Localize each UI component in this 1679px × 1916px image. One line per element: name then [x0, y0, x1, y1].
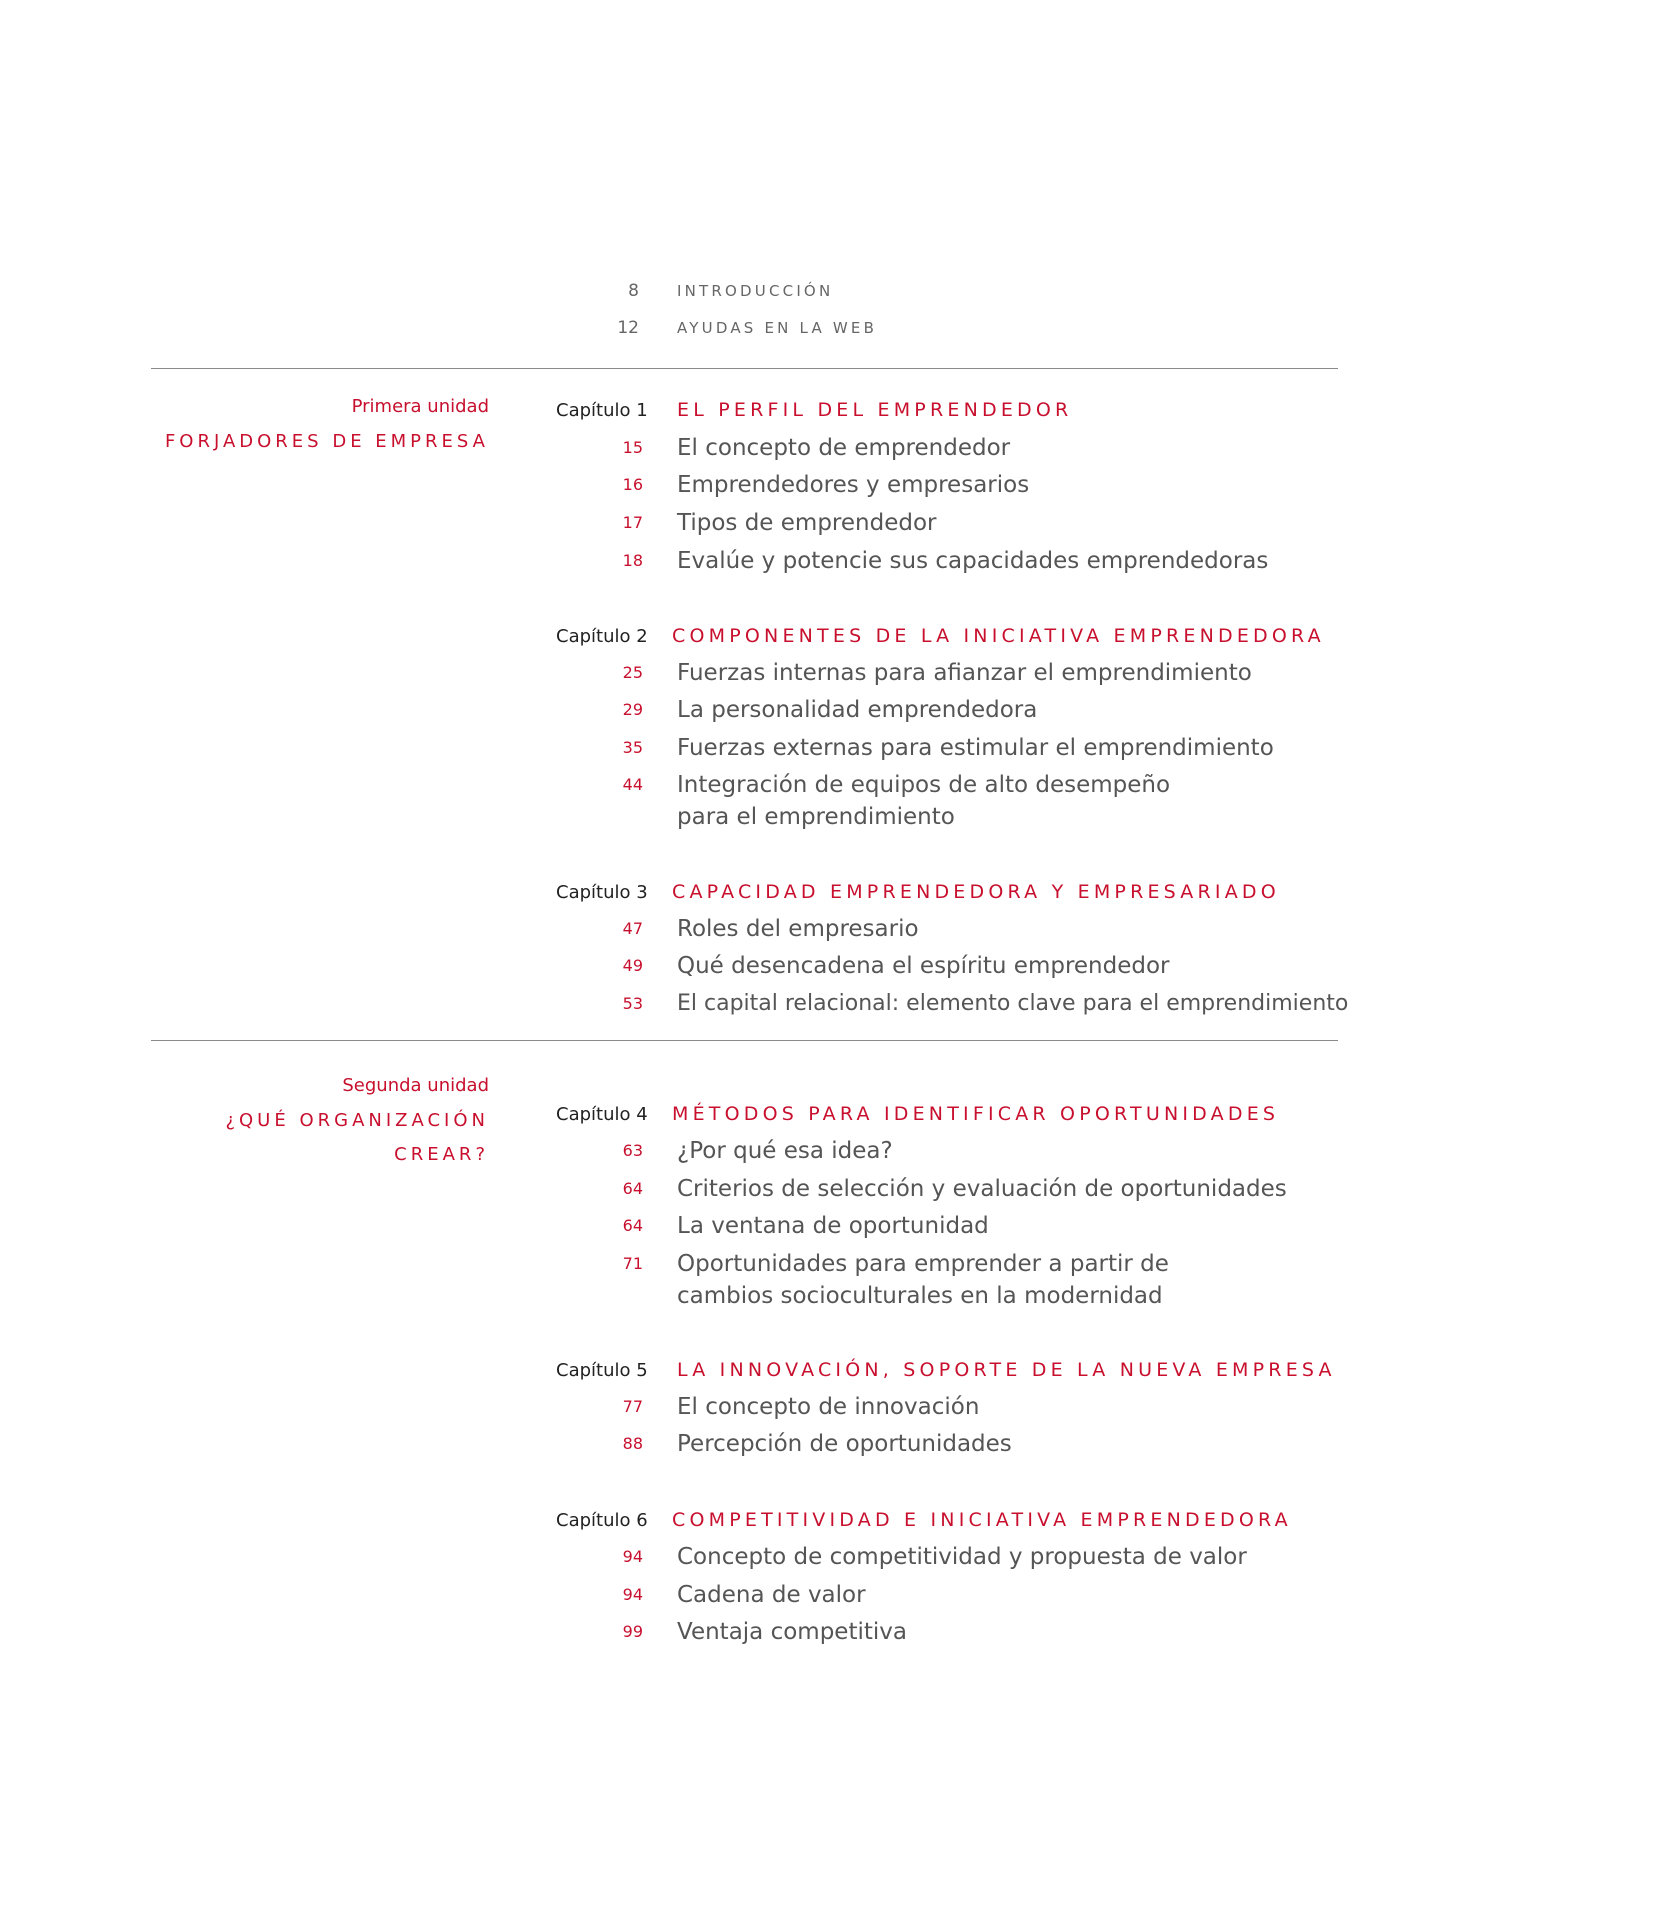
entry-title: Roles del empresario: [677, 916, 919, 942]
chapter-label: Capítulo 5: [556, 1360, 648, 1381]
entry-page: 88: [622, 1434, 643, 1453]
chapter-title: EL PERFIL DEL EMPRENDEDOR: [677, 399, 1073, 421]
entry-title: Tipos de emprendedor: [677, 510, 937, 536]
entry-page: 25: [622, 663, 643, 682]
entry-page: 16: [622, 475, 643, 494]
entry-page: 71: [622, 1254, 643, 1273]
unit-title: FORJADORES DE EMPRESA: [164, 431, 489, 452]
entry-title: Evalúe y potencie sus capacidades emprendedoras: [677, 548, 1269, 574]
entry-title: Emprendedores y empresarios: [677, 472, 1030, 498]
entry-title: El concepto de emprendedor: [677, 435, 1011, 461]
front-matter-page: 12: [617, 318, 639, 338]
entry-page: 53: [622, 994, 643, 1013]
chapter-title: LA INNOVACIÓN, SOPORTE DE LA NUEVA EMPRESA: [677, 1359, 1336, 1381]
entry-page: 94: [622, 1547, 643, 1566]
entry-title: Cadena de valor: [677, 1582, 866, 1608]
unit-label: Segunda unidad: [342, 1075, 489, 1096]
front-matter-label: INTRODUCCIÓN: [677, 282, 834, 300]
entry-page: 47: [622, 919, 643, 938]
chapter-label: Capítulo 6: [556, 1510, 648, 1531]
entry-title: Concepto de competitividad y propuesta de valor: [677, 1544, 1247, 1570]
entry-title: Criterios de selección y evaluación de oportunidades: [677, 1176, 1287, 1202]
entry-title: Fuerzas internas para afianzar el emprendimiento: [677, 660, 1252, 686]
chapter-title: CAPACIDAD EMPRENDEDORA Y EMPRESARIADO: [672, 881, 1280, 903]
entry-title: El concepto de innovación: [677, 1394, 980, 1420]
entry-title: Percepción de oportunidades: [677, 1431, 1012, 1457]
chapter-label: Capítulo 4: [556, 1104, 648, 1125]
entry-title: La ventana de oportunidad: [677, 1213, 989, 1239]
front-matter-item: [0, 314, 1679, 344]
front-matter-item: [0, 277, 1679, 307]
front-matter-page: 8: [628, 281, 639, 301]
chapter-label: Capítulo 2: [556, 626, 648, 647]
entry-page: 94: [622, 1585, 643, 1604]
chapter-title: MÉTODOS PARA IDENTIFICAR OPORTUNIDADES: [672, 1103, 1280, 1125]
entry-title: ¿Por qué esa idea?: [677, 1138, 893, 1164]
entry-page: 29: [622, 700, 643, 719]
section-divider: [151, 368, 1338, 369]
front-matter-label: AYUDAS EN LA WEB: [677, 319, 878, 337]
entry-page: 64: [622, 1179, 643, 1198]
entry-title: Ventaja competitiva: [677, 1619, 907, 1645]
entry-title: Integración de equipos de alto desempeño para el emprendimiento: [677, 772, 1171, 830]
entry-title: Fuerzas externas para estimular el emprendimiento: [677, 735, 1274, 761]
entry-page: 15: [622, 438, 643, 457]
chapter-title: COMPONENTES DE LA INICIATIVA EMPRENDEDORA: [672, 625, 1325, 647]
chapter-label: Capítulo 3: [556, 882, 648, 903]
entry-page: 99: [622, 1622, 643, 1641]
entry-title: Qué desencadena el espíritu emprendedor: [677, 953, 1170, 979]
entry-title: La personalidad emprendedora: [677, 697, 1038, 723]
chapter-title: COMPETITIVIDAD E INICIATIVA EMPRENDEDORA: [672, 1509, 1292, 1531]
section-divider: [151, 1040, 1338, 1041]
entry-page: 44: [622, 775, 643, 794]
entry-page: 17: [622, 513, 643, 532]
unit-title: ¿QUÉ ORGANIZACIÓN CREAR?: [225, 1110, 489, 1165]
entry-title: El capital relacional: elemento clave para el emprendimiento: [677, 991, 1349, 1016]
entry-page: 63: [622, 1141, 643, 1160]
chapter-label: Capítulo 1: [556, 400, 648, 421]
entry-title: Oportunidades para emprender a partir de cambios socioculturales en la modernidad: [677, 1251, 1169, 1309]
entry-page: 49: [622, 956, 643, 975]
entry-page: 18: [622, 551, 643, 570]
entry-page: 64: [622, 1216, 643, 1235]
entry-page: 77: [622, 1397, 643, 1416]
unit-label: Primera unidad: [351, 396, 489, 417]
entry-page: 35: [622, 738, 643, 757]
